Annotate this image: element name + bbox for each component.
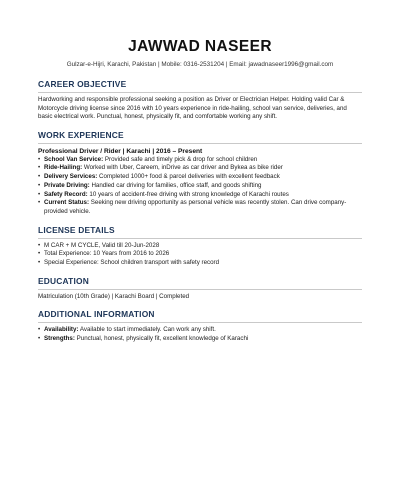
bullet-icon: • xyxy=(38,155,41,163)
item-text: Available to start immediately. Can work any shift. xyxy=(78,326,216,334)
item-text: Worked with Uber, Careem, inDrive as car driver and Bykea as bike rider xyxy=(82,164,283,172)
item-text: Provided safe and timely pick & drop for school children xyxy=(103,155,258,163)
bullet-icon: • xyxy=(38,259,41,267)
section-divider xyxy=(38,92,362,93)
section-career-objective xyxy=(38,79,362,122)
list-item xyxy=(38,259,362,268)
bullet-icon: • xyxy=(38,164,41,172)
item-text: Punctual, honest, physically fit, excellent knowledge of Karachi xyxy=(74,335,249,343)
section-title-additional-information: ADDITIONAL INFORMATION xyxy=(38,309,155,320)
item-text: Special Experience: School children transport with safety record xyxy=(44,259,220,267)
item-text: Completed 1000+ food & parcel deliveries with excellent feedback xyxy=(97,173,280,181)
section-divider xyxy=(38,289,362,290)
bullet-icon: • xyxy=(38,335,41,343)
list-item xyxy=(38,173,362,182)
list-item xyxy=(38,335,362,344)
work-experience-list xyxy=(38,156,362,217)
bullet-icon: • xyxy=(38,241,41,249)
item-label: School Van Service: xyxy=(44,155,104,163)
item-label: Strengths: xyxy=(44,335,75,343)
section-license-details xyxy=(38,225,362,268)
license-details-list xyxy=(38,242,362,268)
item-label: Delivery Services: xyxy=(44,173,98,181)
bullet-icon: • xyxy=(38,181,41,189)
list-item xyxy=(38,199,362,216)
job-title: Professional Driver / Rider | Karachi | 2016 – Present xyxy=(38,147,203,155)
education-text: Matriculation (10th Grade) | Karachi Board | Completed xyxy=(38,292,190,300)
item-label: Availability: xyxy=(44,326,79,334)
bullet-icon: • xyxy=(38,199,41,207)
item-label: Ride-Hailing: xyxy=(44,164,83,172)
list-item xyxy=(38,164,362,173)
item-text: 10 years of accident-free driving with strong knowledge of Karachi routes xyxy=(87,190,289,198)
bullet-icon: • xyxy=(38,250,41,258)
item-text: Total Experience: 10 Years from 2016 to 2026 xyxy=(44,250,170,258)
list-item xyxy=(38,191,362,200)
bullet-icon: • xyxy=(38,190,41,198)
additional-information-list xyxy=(38,326,362,343)
section-title-license-details: LICENSE DETAILS xyxy=(38,224,115,235)
section-title-career-objective: CAREER OBJECTIVE xyxy=(38,79,127,89)
list-item xyxy=(38,242,362,251)
candidate-name: JAWWAD NASEER xyxy=(128,38,272,55)
list-item xyxy=(38,156,362,165)
section-education xyxy=(38,276,362,302)
career-objective-text: Hardworking and responsible professional seeking a position as Driver or Electrician Helper. Holding valid Car & Motorcycle driving license since 2016 with 10 years experience in ride-hailing, school van service, deliveries, and basic electrical work. Punctual, honest, physically fit, and comfortable working any shift. xyxy=(38,96,347,121)
item-label: Safety Record: xyxy=(44,190,88,198)
item-label: Current Status: xyxy=(44,199,90,207)
list-item xyxy=(38,182,362,191)
item-label: Private Driving: xyxy=(44,181,90,189)
contact-line: Gulzar-e-Hijri, Karachi, Pakistan | Mobile: 0316-2531204 | Email: jawadnaseer1996@gmail.com xyxy=(66,61,334,68)
section-divider xyxy=(38,322,362,323)
section-work-experience xyxy=(38,130,362,217)
list-item xyxy=(38,250,362,259)
section-title-education: EDUCATION xyxy=(38,275,89,286)
bullet-icon: • xyxy=(38,173,41,181)
section-additional-information xyxy=(38,309,362,343)
section-divider xyxy=(38,238,362,239)
item-text: Handled car driving for families, office staff, and goods shifting xyxy=(89,181,262,189)
section-title-work-experience: WORK EXPERIENCE xyxy=(38,129,124,140)
item-text: Seeking new driving opportunity as personal vehicle was recently stolen. Can drive company-provided vehicle. xyxy=(44,199,347,215)
section-divider xyxy=(38,143,362,144)
item-text: M CAR + M CYCLE, Valid till 20-Jun-2028 xyxy=(44,241,160,249)
bullet-icon: • xyxy=(38,326,41,334)
list-item xyxy=(38,326,362,335)
